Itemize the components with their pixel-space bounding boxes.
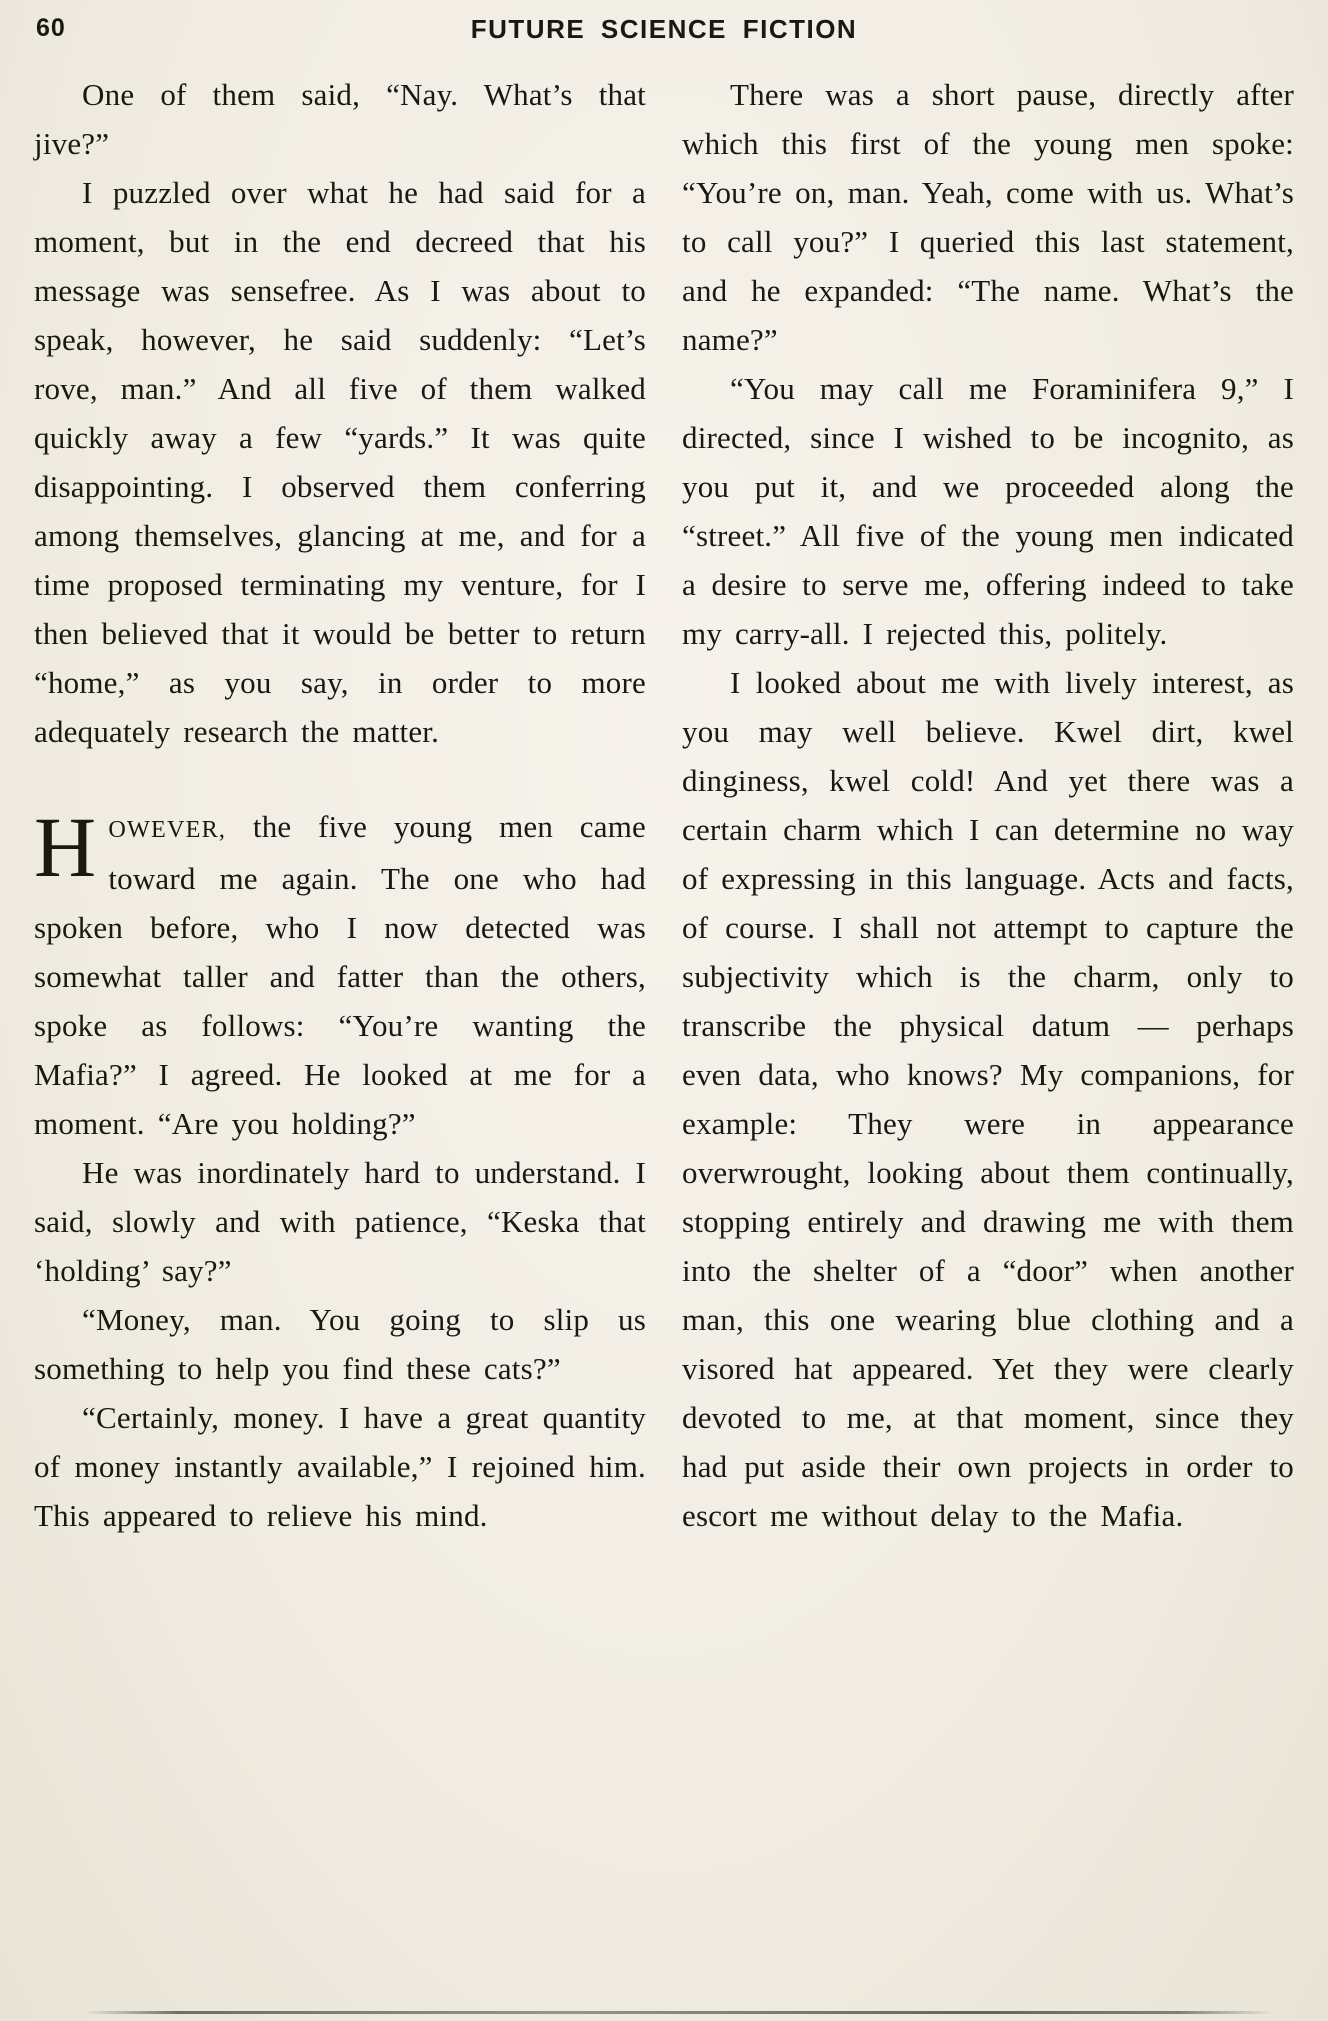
paragraph: One of them said, “Nay. What’s that jive?” [34, 77, 646, 161]
paragraph-dropcap [34, 799, 646, 1148]
page-number: 60 [36, 14, 66, 42]
paragraph: There was a short pause, directly after which this first of the young men spoke: “You’re on, man. Yeah, come with us. What’s to call you?” I queried this last statement, and he expanded: “The name. What’s the name?” [682, 77, 1294, 357]
left-column [34, 70, 646, 1540]
paragraph: “You may call me Foraminifera 9,” I directed, since I wished to be incognito, as you put it, and we proceeded along the “street.” All five of the young men indicated a desire to serve me, offering indeed to take my carry-all. I rejected this, politely. [682, 371, 1294, 651]
paragraph: I puzzled over what he had said for a moment, but in the end decreed that his message was sensefree. As I was about to speak, however, he said suddenly: “Let’s rove, man.” And all five of them walked quickly away a few “yards.” It was quite disappointing. I observed them conferring among themselves, glancing at me, and for a time proposed terminating my venture, for I then believed that it would be better to return “home,” as you say, in order to more adequately research the matter. [34, 175, 646, 749]
paragraph: “Certainly, money. I have a great quantity of money instantly available,” I rejoined him. This appeared to relieve his mind. [34, 1400, 646, 1533]
paragraph: “Money, man. You going to slip us something to help you find these cats?” [34, 1302, 646, 1386]
drop-cap-letter: H [34, 799, 97, 895]
right-column [682, 70, 1294, 1540]
paragraph: He was inordinately hard to understand. I said, slowly and with patience, “Keska that ‘holding’ say?” [34, 1155, 646, 1288]
paragraph-text: the five young men came toward me again. The one who had spoken before, who I now detected was somewhat taller and fatter than the others, spoke as follows: “You’re wanting the Mafia?” I agreed. He looked at me for a moment. “Are you holding?” [34, 809, 646, 1141]
paragraph: I looked about me with lively interest, as you may well believe. Kwel dirt, kwel dinginess, kwel cold! And yet there was a certain charm which I can determine no way of expressing in this language. Acts and facts, of course. I shall not attempt to capture the subjectivity which is the charm, only to transcribe the physical datum — perhaps even data, who knows? My companions, for example: They were in appearance overwrought, looking about them continually, stopping entirely and drawing me with them into the shelter of a “door” when another man, this one wearing blue clothing and a visored hat appeared. Yet they were clearly devoted to me, at that moment, since they had put aside their own projects in order to escort me without delay to the Mafia. [682, 665, 1294, 1533]
small-caps-lead: OWEVER, [108, 816, 227, 843]
scan-artifact-line [84, 2011, 1274, 2014]
running-title: FUTURE SCIENCE FICTION [470, 14, 858, 44]
text-columns [34, 70, 1294, 1540]
page-header [34, 12, 1294, 70]
